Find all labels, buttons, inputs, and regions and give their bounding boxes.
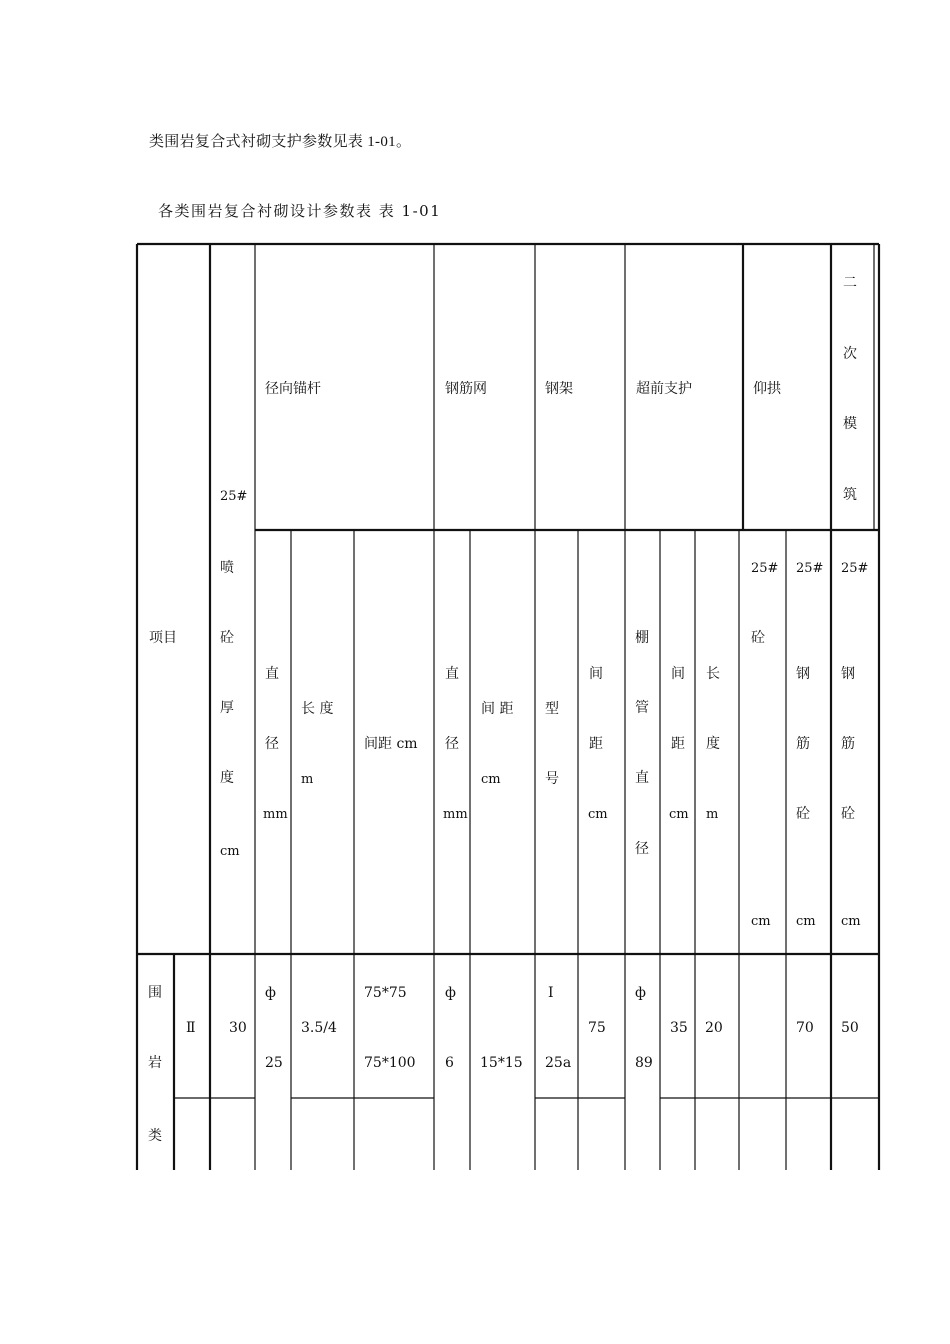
header-steel-frame: 钢架 xyxy=(545,381,573,397)
lining-rc-0: 25# xyxy=(841,561,869,576)
lining-rc-1: 钢 xyxy=(841,666,855,682)
pipe-length-2: m xyxy=(706,807,719,822)
mesh-diameter-1: 径 xyxy=(445,736,459,752)
cell-anchor-spacing-0: 75*75 xyxy=(364,985,407,1001)
invert-rc-3: 砼 xyxy=(796,806,810,822)
anchor-length-0: 长 度 xyxy=(301,701,334,717)
anchor-diameter-1: 径 xyxy=(265,736,279,752)
header-shotcrete-4: 度 xyxy=(220,770,234,786)
header-shotcrete-2: 砼 xyxy=(220,630,234,646)
header-item: 项目 xyxy=(149,630,177,646)
lining-rc-4: cm xyxy=(841,914,861,929)
anchor-diameter-2: mm xyxy=(263,807,288,822)
cell-anchor-diameter-1: 25 xyxy=(265,1055,283,1071)
pipe-length-1: 度 xyxy=(706,736,720,752)
pipe-spacing-1: 距 xyxy=(671,736,685,752)
invert-rc-0: 25# xyxy=(796,561,824,576)
cell-grade: Ⅱ xyxy=(186,1020,196,1036)
lining-rc-2: 筋 xyxy=(841,736,855,752)
invert-rc-2: 筋 xyxy=(796,736,810,752)
invert-rc-4: cm xyxy=(796,914,816,929)
header-radial-anchor: 径向锚杆 xyxy=(265,381,321,397)
frame-type-0: 型 xyxy=(545,701,559,717)
cell-invert-rc: 70 xyxy=(796,1020,814,1036)
header-shotcrete-1: 喷 xyxy=(220,560,234,576)
cell-pipe-length: 20 xyxy=(705,1020,723,1036)
cell-shotcrete: 30 xyxy=(229,1020,247,1036)
header-shotcrete-5: cm xyxy=(220,844,240,859)
invert-concrete-1: 砼 xyxy=(751,630,765,646)
invert-concrete-2: cm xyxy=(751,914,771,929)
header-lining-0: 二 xyxy=(843,275,857,291)
pipe-diameter-1: 管 xyxy=(635,700,649,716)
mesh-diameter-2: mm xyxy=(443,807,468,822)
cell-pipe-diameter-1: 89 xyxy=(635,1055,653,1071)
header-steel-mesh: 钢筋网 xyxy=(445,381,487,397)
anchor-spacing: 间距 cm xyxy=(364,736,418,752)
invert-rc-1: 钢 xyxy=(796,666,810,682)
cell-anchor-diameter-0: ф xyxy=(265,985,276,1001)
header-lining-1: 次 xyxy=(843,346,857,362)
mesh-spacing-0: 间 距 xyxy=(481,701,514,717)
invert-concrete-0: 25# xyxy=(751,561,779,576)
cell-pipe-spacing: 35 xyxy=(670,1020,688,1036)
mesh-diameter-0: 直 xyxy=(445,666,459,682)
frame-spacing-1: 距 xyxy=(589,736,603,752)
frame-spacing-0: 间 xyxy=(589,666,603,682)
pipe-diameter-3: 径 xyxy=(635,841,649,857)
frame-spacing-2: cm xyxy=(588,807,608,822)
cell-frame-type-1: 25a xyxy=(545,1055,572,1071)
header-shotcrete-3: 厚 xyxy=(220,700,234,716)
header-lining-2: 模 xyxy=(843,416,857,432)
pipe-length-0: 长 xyxy=(706,666,720,682)
cell-mesh-spacing: 15*15 xyxy=(480,1055,523,1071)
cell-pipe-diameter-0: ф xyxy=(635,985,646,1001)
pipe-spacing-0: 间 xyxy=(671,666,685,682)
header-lining-3: 筑 xyxy=(843,487,857,503)
side-label-2: 类 xyxy=(148,1128,162,1144)
cell-frame-spacing: 75 xyxy=(588,1020,606,1036)
anchor-diameter-0: 直 xyxy=(265,666,279,682)
header-invert: 仰拱 xyxy=(753,381,781,397)
pipe-diameter-2: 直 xyxy=(635,770,649,786)
intro-paragraph: 类围岩复合式衬砌支护参数见表 1-01。 xyxy=(149,134,412,150)
cell-anchor-spacing-1: 75*100 xyxy=(364,1055,416,1071)
cell-anchor-length: 3.5/4 xyxy=(301,1020,337,1036)
lining-rc-3: 砼 xyxy=(841,806,855,822)
cell-mesh-diameter-0: ф xyxy=(445,985,456,1001)
pipe-diameter-0: 棚 xyxy=(635,630,649,646)
side-label-0: 围 xyxy=(148,985,162,1001)
frame-type-1: 号 xyxy=(545,771,559,787)
header-advance-support: 超前支护 xyxy=(636,381,692,397)
table-caption: 各类围岩复合衬砌设计参数表 表 1-01 xyxy=(158,202,442,220)
table-row xyxy=(186,985,859,1071)
cell-mesh-diameter-1: 6 xyxy=(445,1055,454,1071)
header-shotcrete-0: 25# xyxy=(220,489,248,504)
anchor-length-1: m xyxy=(301,772,314,787)
mesh-spacing-1: cm xyxy=(481,772,501,787)
cell-frame-type-0: Ⅰ xyxy=(548,985,554,1001)
pipe-spacing-2: cm xyxy=(669,807,689,822)
cell-lining-rc: 50 xyxy=(841,1020,859,1036)
side-label-1: 岩 xyxy=(148,1055,162,1071)
